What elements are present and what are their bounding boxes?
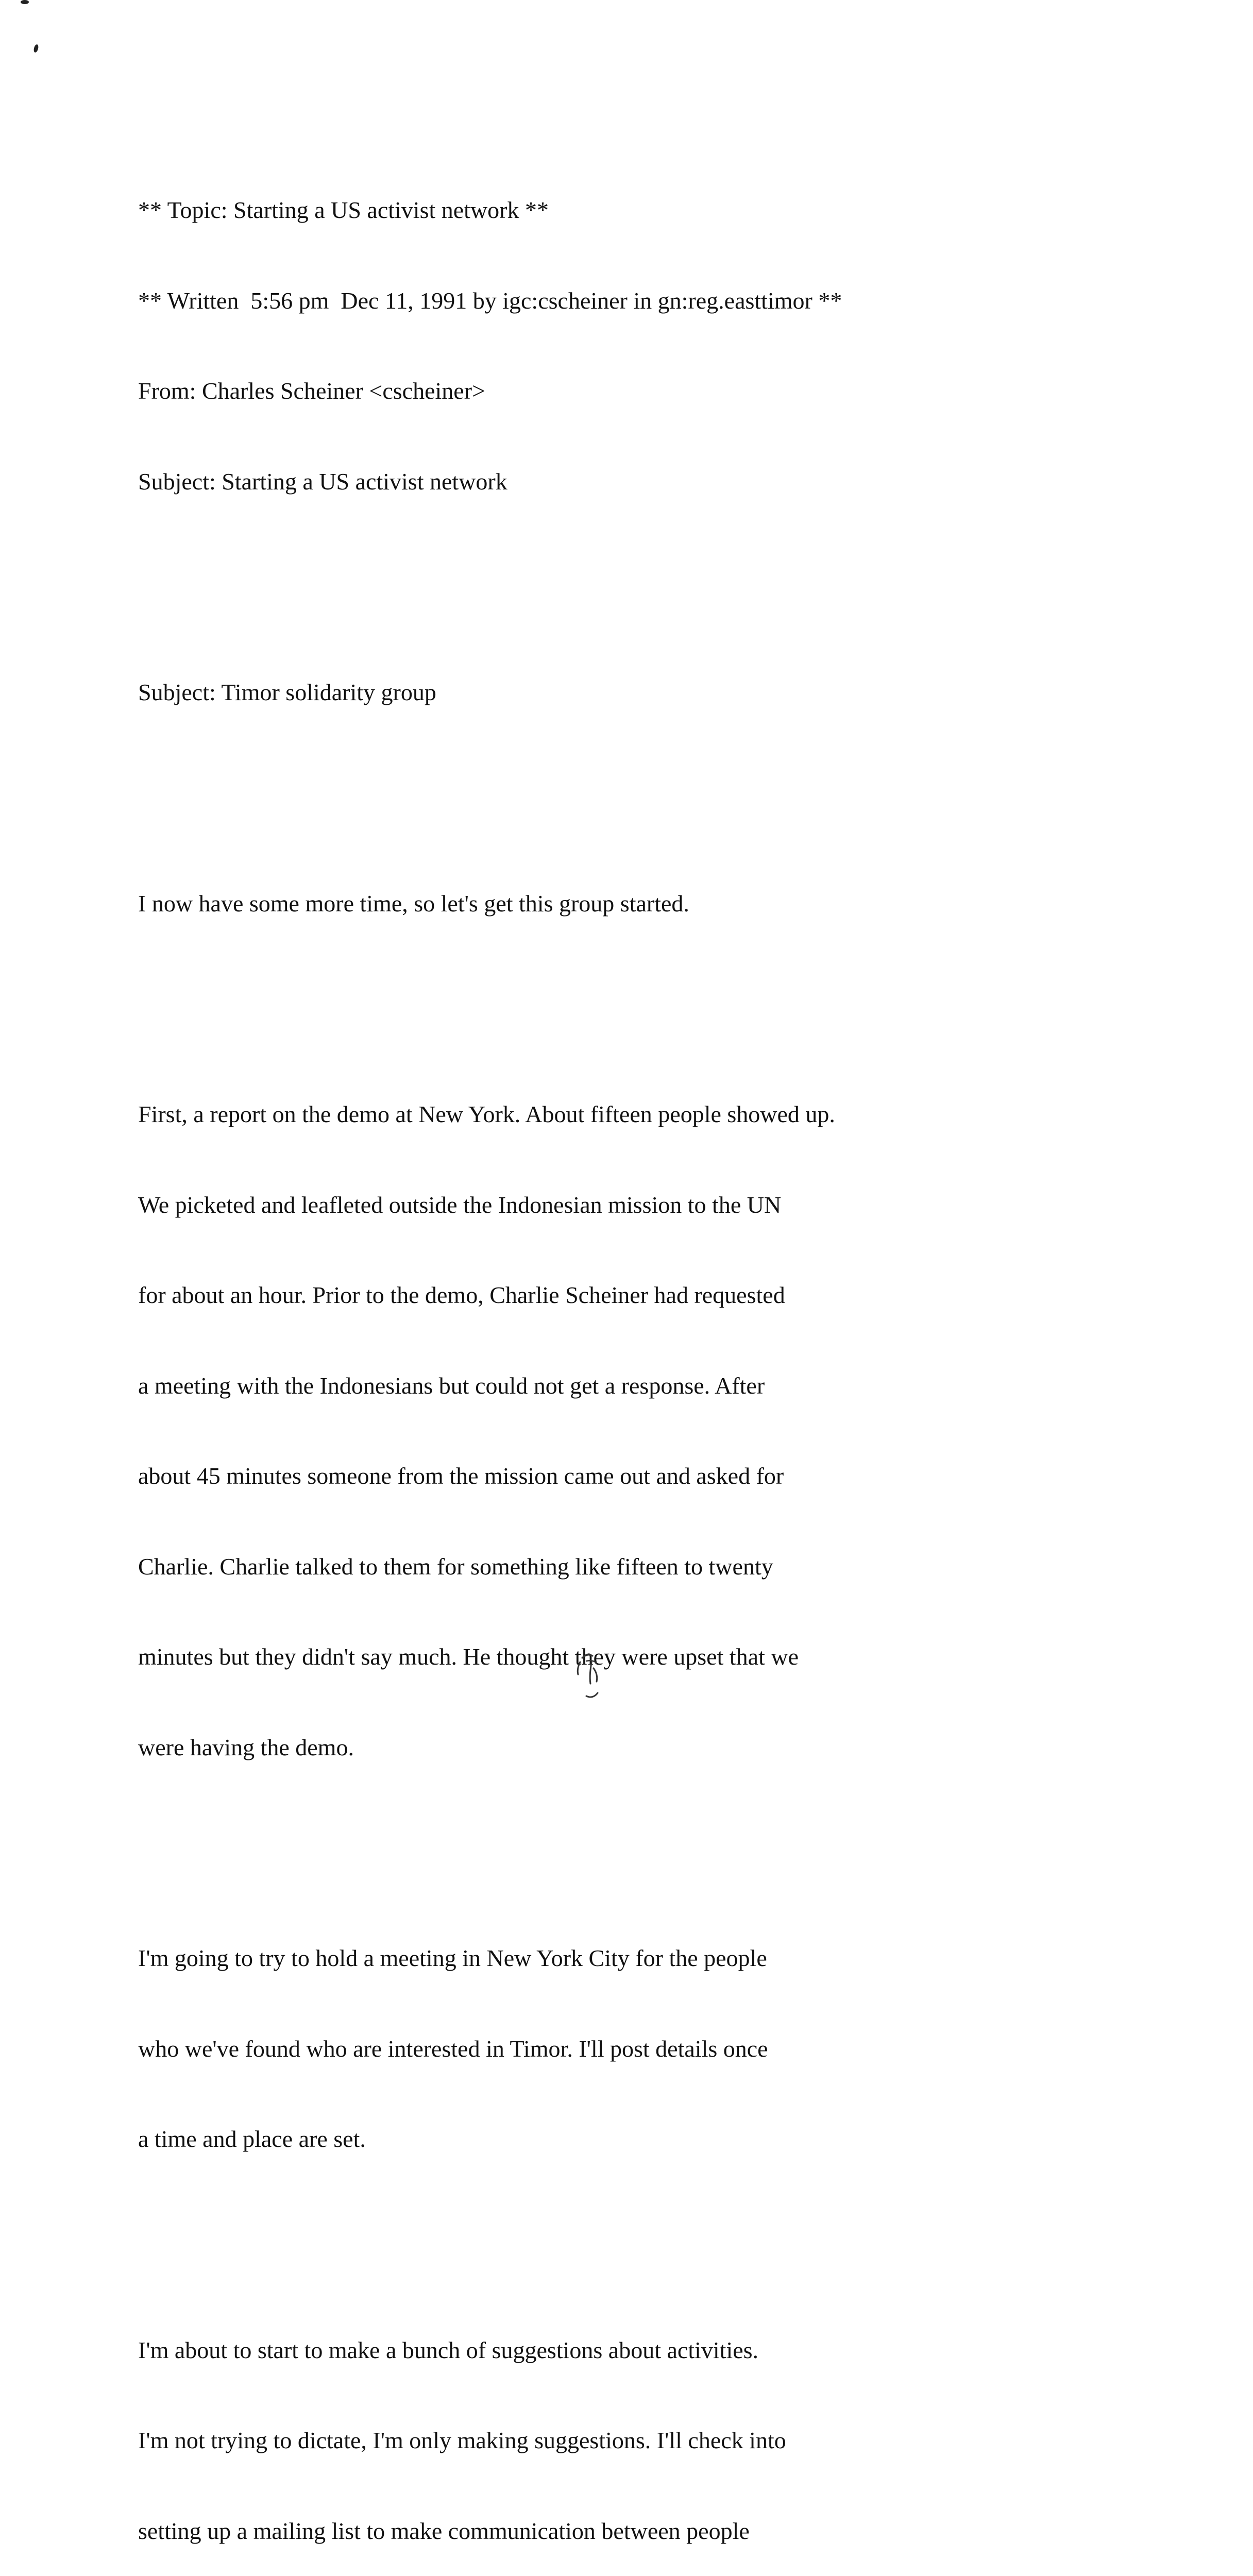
- paragraph-line: setting up a mailing list to make communication between people: [138, 2517, 750, 2544]
- message-text: [138, 135, 1143, 2576]
- paragraph-line: I'm about to start to make a bunch of suggestions about activities.: [138, 2336, 759, 2363]
- blank-line: [138, 557, 1143, 587]
- blank-line: [138, 979, 1143, 1009]
- subject-line: Subject: Starting a US activist network: [138, 468, 507, 495]
- paragraph-line: a time and place are set.: [138, 2126, 366, 2152]
- from-line: From: Charles Scheiner <cscheiner>: [138, 378, 485, 404]
- written-line: ** Written 5:56 pm Dec 11, 1991 by igc:cscheiner in gn:reg.easttimor **: [138, 287, 842, 314]
- paragraph-line: who we've found who are interested in Timor. I'll post details once: [138, 2035, 768, 2062]
- paragraph-line: for about an hour. Prior to the demo, Charlie Scheiner had requested: [138, 1282, 785, 1308]
- scan-speck: [33, 44, 39, 53]
- paragraph-line: Charlie. Charlie talked to them for something like fifteen to twenty: [138, 1553, 773, 1580]
- blank-line: [138, 2215, 1143, 2245]
- scan-speck: [21, 0, 29, 4]
- paragraph-line: a meeting with the Indonesians but could not get a response. After: [138, 1372, 765, 1399]
- paragraph-line: I'm not trying to dictate, I'm only making suggestions. I'll check into: [138, 2427, 786, 2453]
- paragraph-line: I'm going to try to hold a meeting in New York City for the people: [138, 1945, 767, 1971]
- blank-line: [138, 768, 1143, 799]
- handwritten-page-mark: [571, 1647, 612, 1703]
- subject-line-2: Subject: Timor solidarity group: [138, 679, 436, 705]
- topic-line: ** Topic: Starting a US activist network **: [138, 197, 549, 223]
- paragraph-line: about 45 minutes someone from the mission came out and asked for: [138, 1463, 784, 1489]
- blank-line: [138, 1823, 1143, 1853]
- intro-line: I now have some more time, so let's get this group started.: [138, 890, 689, 917]
- paragraph-line: First, a report on the demo at New York. About fifteen people showed up.: [138, 1101, 835, 1127]
- paragraph-line: minutes but they didn't say much. He thought they were upset that we: [138, 1643, 799, 1670]
- paragraph-line: We picketed and leafleted outside the Indonesian mission to the UN: [138, 1191, 782, 1218]
- paragraph-line: were having the demo.: [138, 1734, 354, 1760]
